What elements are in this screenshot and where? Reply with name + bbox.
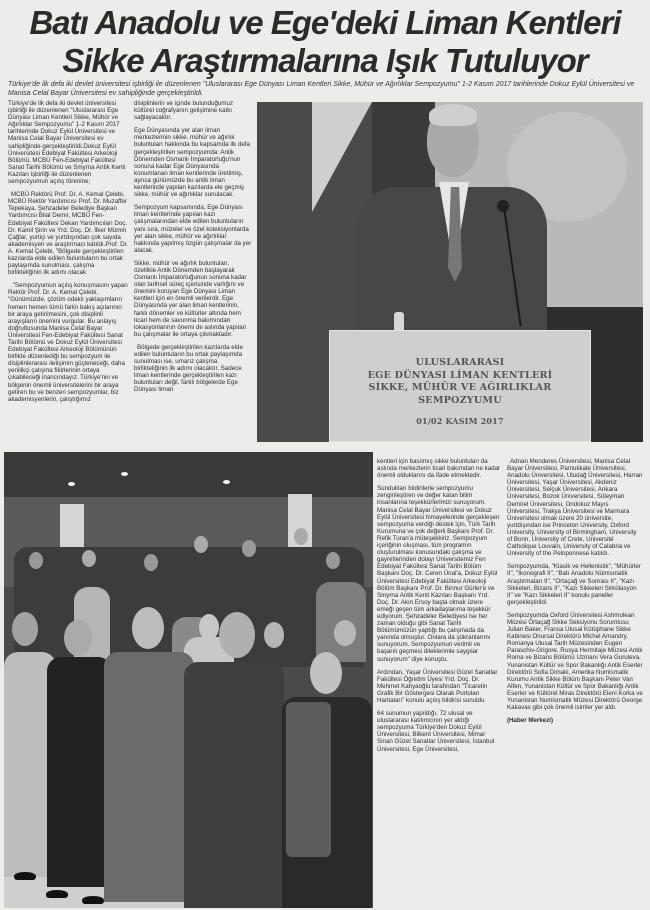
shoe [14,872,36,880]
article-column-3 [377,458,501,759]
paragraph: MCBÜ Rektörü Prof. Dr. A. Kemal Çelebi, MCBÜ Rektör Yardımcısı Prof. Dr. Muzaffer Tepekaya, Şehzadeler Belediye Başkan Yardımcısı Bilal Demir, MCBÜ Fen-Edebiyat Fakültesi Dekan Yardımcıları Doç. Dr. Kamil Şirin ve Yrd. Doç. Dr. İlker Mümin Çağlar, yurtiçi ve yurtdışından çok sayıda akademisyen ve araştırmacı katıldı.Prof. Dr. A. Kemal Çelebi, "Bölgede gerçekleştirilen kazılarda elde edilen buluntuların bu ortak paylaşımda sunulması, çalışma birlikteliğinin ilk adımı olacak [8,191,129,277]
audience-head [29,552,43,569]
front-row-head [12,612,38,646]
paragraph: disiplinlerin ve içinde bulunduğumuz kültürel coğrafyanın gelişimine katkı sağlayacaktır. [134,100,234,122]
speaker-photo [257,102,643,442]
audience-head [264,622,284,648]
headline-line-1: Batı Anadolu ve Ege'deki Liman Kentleri [29,4,621,41]
ceiling-light [223,480,230,484]
lectern-date: 01/02 KASIM 2017 [416,416,504,426]
audience-head [326,552,340,569]
paragraph: Sundukları bildirilerle sempozyumu zenginleştiren ve değer katan bilim insanlarına teşekkürlerimizi sunuyorum. Manisa Celal Bayar Üniversitesi ve Dokuz Eylül Üniversitesi himayelerinde gerçekleşen sempozyuma verdiği destek için, Türk Tarih Kurumuna ve çok değerli Başkanı Prof. Dr. Refik Turan'a müteşekkiriz. Sempozyum içeriğinin oluşması, tüm programın oluşturulması konusundaki çalışma ve gayretlerinden dolayı Üniversitemiz Fen Edebiyat Fakültesi Sanat Tarihi Bölüm Başkanı Doç. Dr. Ceren Ünal'a, Dokuz Eylül Üniversitesi Edebiyat Fakültesi Arkeoloji Bölüm Başkanı Prof. Dr. Binnur Gürler'e ve Smyrna Antik Kenti Kazıları Başkanı Yrd. Doç. Dr. Akın Ersoy başta olmak üzere emeği geçen tüm arkadaşlarıma teşekkür ediyorum. Şehzadeler Belediyesi ise her zaman olduğu gibi Sanat Tarihi Bölümümüzün yaptığı bu çalışmada da yanında olmuştur. Onlara da şükranlarımı sunuyorum. Sempozyumun verimli ve başarılı geçmesi dileklerimle saygılar sunuyorum" diye konuştu. [377,485,500,663]
paragraph: Ardından, Yaşar Üniversitesi Güzel Sanatlar Fakültesi Öğretim Üyesi Yrd. Doç. Dr. Mehmet Kahyaoğlu tarafından "Ticaretin Grafik Bir Göstergesi Olarak Portolan Haritaları" konulu açılış bildirisi sunuldu. [377,668,498,704]
paragraph: Ege Dünyasında yer alan liman merkezlerinin sikke, mühür ve ağırlık buluntuları hakkında bu kapsamda ilk defa gerçekleştirilen sempozyumda: Antik Dönemden Osmanlı İmparatorluğu'nun sonuna kadar Ege Dünyasında konumlanan liman kentlerinde üretilmiş, ayrıca günümüzde bu antik liman kentlerinde yapılan kazılarda ele geçmiş sikke, mühür ve ağırlıklar sunulacak. [134,127,250,199]
audience-head [334,620,356,646]
audience-head [82,550,96,567]
shoe [46,890,68,898]
paragraph: 64 sunumun yapıldığı, 72 ulusal ve uluslararası katılımcının yer aldığı sempozyuma Türkiye'den Dokuz Eylül Üniversitesi, Bilkent Üniversitesi, Mimar Sinan Güzel Sanatlar Üniversitesi, İstanbul Üniversitesi, Ege Üniversitesi, [377,710,495,753]
ceiling-light [68,482,75,486]
paragraph: kentleri için basılmış sikke buluntuları da aslında merkezlerin ticari bakımdan ne kadar önemli olduklarını da ifade etmektedir. [377,458,501,480]
audience-head [242,540,256,557]
article-column-2 [134,100,252,400]
audience-head [199,614,219,640]
paragraph: Sempozyumda Oxford Üniversitesi Ashmolean Müzesi Ortaçağ Sikke Seksiyonu Sorumlusu Julian Baker, Fransa Ulusal Kütüphane Sikke Kabinesi Onursal Direktörü Michel Amandry, Romanya Ulusal Tarih Müzesinden Eugen Paraschiv-Grigore, Rusya Hermitaje Müzesi Antik Roma ve Bizans Bölümü Uzmanı Vera Guruleva, Yunanistan Kültür ve Spor Bakanlığı Antik Eserler Direktörü Sofia Dimaki, Amerika Numismatik Kurumu Antik Sikke Bölüm Başkanı Peter Van Alfen, Yunanistan Kültür ve Spor Bakanlığı Antik Eserler ve Kültürel Miras Direktörü Eleni Korka ve Yunanistan Numismatik Müzesi Direktörü George Kakavas gibi çok önemli isimler yer aldı. [507,611,643,712]
audience-head [194,536,208,553]
shoe [82,896,104,904]
lectern-line: EGE DÜNYASI LİMAN KENTLERİ [367,369,553,381]
byline: (Haber Merkezi) [507,717,554,725]
article-column-1 [8,100,128,409]
paragraph: ."Sempozyumun açılış konuşmasını yapan Rektör Prof. Dr. A. Kemal Çelebi, "Günümüzde, çözüm odaklı yaklaşımların hemen hemen tümü farklı bakış açılarının bir araya getirilmesini, çok disiplinli arayışların önemini vurgular. Bu anlayış doğrultusunda Manisa Celal Bayar Üniversitesi Fen-Edebiyat Fakültesi Sanat Tarihi Bölümü ve Dokuz Eylül Üniversitesi Edebiyat Fakültesi Arkeoloji Bölümünün birlikte düzenlediği bu sempozyum ile disiplinlerarası iletişimin güçleneceği, daha yenilikçi çalışma fikirlerinin ortaya çıkabileceği inancındayız. Türkiye'nin ve bölgenin önemli üniversitelerini bir araya getiren bu ve benzeri sempozyumlar, biz akademisyenlerin, çalıştığımız [8,282,128,403]
paragraph: Sempozyum kapsamında, Ege Dünyası liman kentlerinde yapılan kazı çalışmalarından elde edilen buluntuların yanı sıra, müzeler ve özel koleksiyonlarda yer alan sikke, mühür ve ağırlıklar hakkında yapılmış özgün çalışmalar da yer alacak. [134,204,252,254]
lectern-line: SEMPOZYUMU [418,394,502,406]
paragraph: Türkiye'de ilk defa iki devlet üniversitesi işbirliği ile düzenlenen "Uluslararası Ege Dünyası Liman Kentleri Sikke, Mühür ve Ağırlıklar Sempozyumu" 1-2 Kasım 2017 tarihlerinde Dokuz Eylül Üniversitesi ve Manisa Celal Bayar Üniversitesi ev sahipliğinde gerçekleştirildi.Dokuz Eylül Üniversitesi Edebiyat Fakültesi Arkeoloji Bölümü, MCBÜ Fen-Edebiyat Fakültesi Sanat Tarihi Bölümü ve Smyrna Antik Kenti Kazıları işbirliği ile düzenlenen sempozyumun açılış törenine; [8,100,126,186]
lectern-sign [329,330,591,442]
patterned-scarf [286,702,331,857]
front-row-person-4 [184,662,284,908]
ceiling [4,452,373,497]
paragraph: Adnan Menderes Üniversitesi, Manisa Celal Bayar Üniversitesi, Pamukkale Üniversitesi, Anadolu Üniversitesi, Uludağ Üniversitesi, Harran Üniversitesi, Yaşar Üniversitesi, Akdeniz Üniversitesi, Selçuk Üniversitesi, Ankara Üniversitesi, Bozok Üniversitesi, Süleyman Demirel Üniversitesi, Ondokuz Mayıs Üniversitesi, Trakya Üniversitesi ve Marmara Üniversitesi olmak üzere 20 üniversite, yurtdışından ise Princeton University, Oxford University, University of Birmingham, University of Bonn, University of Crete, Université Catholique Louvain, University of Calabria ve University of the Peloponnese katıldı. [507,458,643,558]
flag-highlight [312,102,372,212]
audience-head [144,554,158,571]
audience-photo [4,452,373,908]
ceiling-light [121,472,128,476]
paragraph: Sempozyumda, "Klasik ve Hellenistik", "Mühürler II", "İkonografi II", "Batı Anadolu Nümismatik Araştırmaları II", "Ortaçağ ve Sonrası II", "Kazı Sikkeleri, Bizans II", "Kazı Sikkeleri Sirkülasyon II" ve "Kazı Sikkeleri II" konulu paneller gerçekleştirildi. [507,563,641,606]
front-row-person-3 [104,652,194,902]
front-row-head [132,607,164,649]
lectern-line: SİKKE, MÜHÜR VE AĞIRLIKLAR [368,382,552,393]
lectern-line: ULUSLARARASI [415,357,505,368]
lead-paragraph: Türkiye'de ilk defa iki devlet üniversitesi işbirliği ile düzenlenen "Uluslararası Ege Dünyası Liman Kentleri Sikke, Mühür ve Ağırlıklar Sempozyumu" 1-2 Kasım 2017 tarihlerinde Dokuz Eylül Üniversitesi ve Manisa Celal Bayar Üniversitesi ev sahipliğinde gerçekleştirildi. [8,81,635,97]
front-row-head [310,652,342,694]
paragraph: Bölgede gerçekleştirilen kazılarda elde edilen buluntuların bu ortak paylaşımda sunulması ise, umarız çalışma birlikteliğinin ilk adımı olacaktır. Sadece liman kentlerinde gerçekleştirilen kazı buluntuları değil, farklı bölgelerde Ege Dünyası liman [134,343,243,394]
paragraph: Sikke, mühür ve ağırlık buluntuları, özellikle Antik Dönemden başlayarak Osmanlı İmparatorluğunun sonuna kadar olan tarihsel süreç içerisinde varlığını ve önemini koruyan Ege Dünyası Liman kentleri için en önemli verilerdir. Ege Dünyasında yer alan liman kentlerinin, farklı dönemler ve kültürler altında hem ticari hem de savunma bakımından lokasyonlarının önemi de aslında yapılan bu çalışmalar ile ortaya çıkmaktadır. [134,259,247,338]
audience-head [294,528,308,545]
speaker-hair [429,104,477,126]
front-row-head [219,612,255,658]
article-column-4 [507,458,643,730]
headline-line-2: Sikke Araştırmalarına Işık Tutuluyor [62,42,588,79]
front-row-head [64,620,92,656]
front-row-person-2 [47,657,112,887]
